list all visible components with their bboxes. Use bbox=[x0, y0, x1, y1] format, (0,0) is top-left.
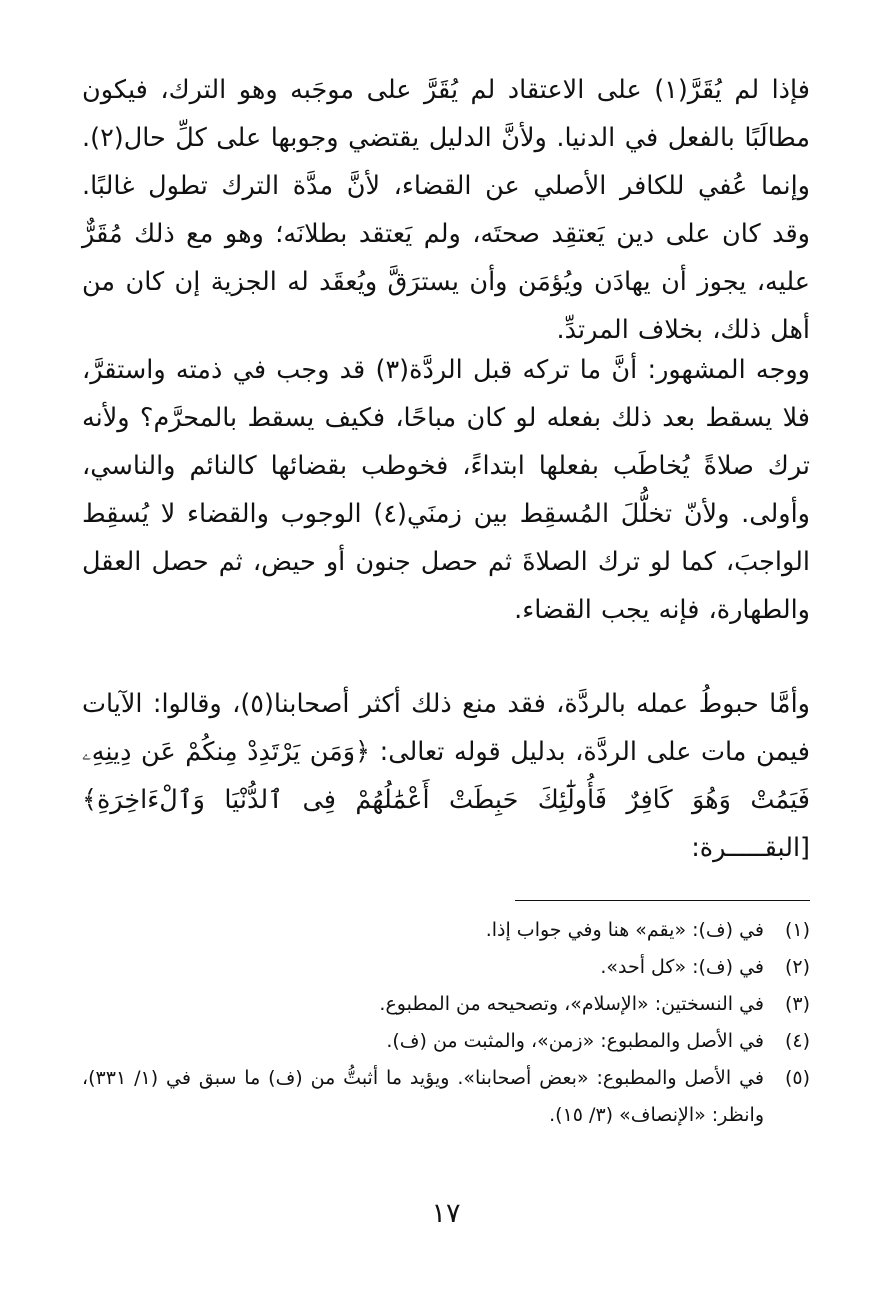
footnote-2 bbox=[82, 949, 810, 986]
footnote-text: في (ف): «يقم» هنا وفي جواب إذا. bbox=[485, 919, 764, 941]
footnote-1 bbox=[82, 912, 810, 949]
footnote-4 bbox=[82, 1023, 810, 1060]
footnote-number: (٢) bbox=[784, 956, 810, 978]
footnote-text: في الأصل والمطبوع: «بعض أصحابنا». ويؤيد ما أثبتُّ من (ف) ما سبق في (١/ ٣٣١)، وانظر: «الإنصاف» (٣/ ١٥). bbox=[82, 1067, 764, 1126]
footnote-text: في النسختين: «الإسلام»، وتصحيحه من المطبوع. bbox=[379, 993, 764, 1015]
footnotes-section bbox=[82, 912, 810, 1134]
footnote-number: (١) bbox=[784, 919, 810, 941]
footnote-text: في (ف): «كل أحد». bbox=[600, 956, 764, 978]
body-paragraph-3: وأمَّا حبوطُ عمله بالردَّة، فقد منع ذلك أكثر أصحابنا(٥)، وقالوا: الآيات فيمن مات على الردَّة، بدليل قوله تعالى: ﴿وَمَن يَرْتَدِدْ مِنكُمْ عَن دِينِهِۦ فَيَمُتْ وَهُوَ كَافِرٌ فَأُولَٰٓئِكَ حَبِطَتْ أَعْمَٰلُهُمْ فِى ٱلدُّنْيَا وَٱلْءَاخِرَةِ﴾ [البقـــــرة: bbox=[82, 689, 810, 863]
footnote-5 bbox=[82, 1060, 810, 1134]
footnote-number: (٥) bbox=[784, 1067, 810, 1089]
footnote-text: في الأصل والمطبوع: «زمن»، والمثبت من (ف). bbox=[386, 1030, 764, 1052]
page-number: ١٧ bbox=[431, 1198, 461, 1229]
body-paragraph-2: ووجه المشهور: أنَّ ما تركه قبل الردَّة(٣) قد وجب في ذمته واستقرَّ، فلا يسقط بعد ذلك بفعله لو كان مباحًا، فكيف يسقط بالمحرَّم؟ ولأنه ترك صلاةً يُخاطَب بفعلها ابتداءً، فخوطب بقضائها كالنائم والناسي، وأولى. ولأنّ تخلُّلَ المُسقِط بين زمنَي(٤) الوجوب والقضاء لا يُسقِط الواجبَ، كما لو ترك الصلاةَ ثم حصل جنون أو حيض، ثم حصل العقل والطهارة، فإنه يجب القضاء. bbox=[82, 355, 810, 625]
body-paragraph-1: فإذا لم يُقَرَّ(١) على الاعتقاد لم يُقَرَّ على موجَبه وهو الترك، فيكون مطالَبًا بالفعل في الدنيا. ولأنَّ الدليل يقتضي وجوبها على كلِّ حال(٢). وإنما عُفي للكافر الأصلي عن القضاء، لأنَّ مدَّة الترك تطول غالبًا. وقد كان على دين يَعتقِد صحتَه، ولم يَعتقد بطلانَه؛ وهو مع ذلك مُقَرٌّ عليه، يجوز أن يهادَن ويُؤمَن وأن يسترَقَّ ويُعقَد له الجزية إن كان من أهل ذلك، بخلاف المرتدِّ. bbox=[82, 75, 810, 345]
footnote-number: (٤) bbox=[784, 1030, 810, 1052]
footnote-3 bbox=[82, 986, 810, 1023]
footnote-number: (٣) bbox=[784, 993, 810, 1015]
footnote-divider bbox=[515, 900, 810, 901]
